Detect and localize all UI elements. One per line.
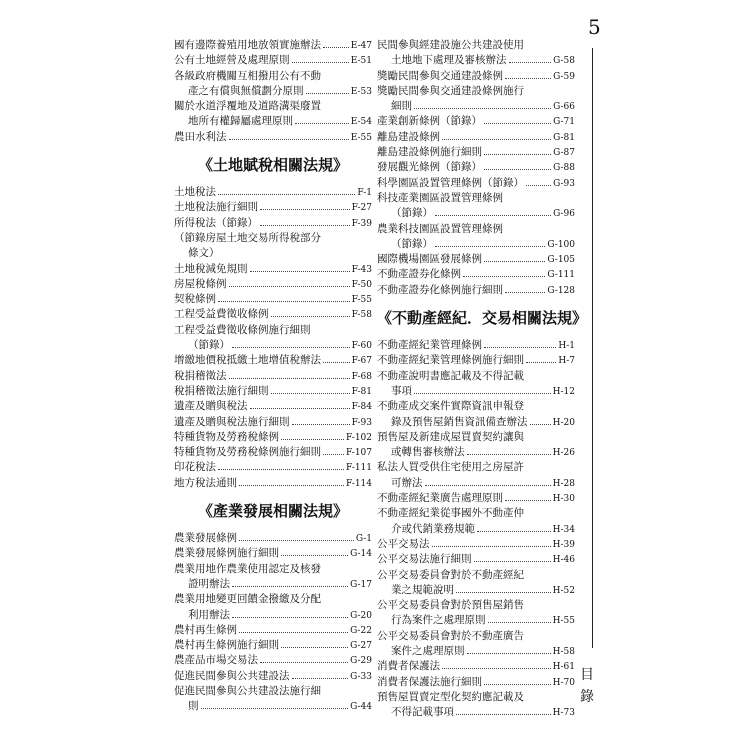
- toc-entry-page: H-12: [552, 386, 575, 397]
- dot-leader: [526, 176, 551, 186]
- toc-entry-page: G-27: [350, 641, 372, 652]
- dot-leader: [281, 546, 348, 556]
- toc-entry-title: 不得記載事項: [391, 706, 454, 719]
- toc-entry: [377, 283, 575, 298]
- toc-entry-title: 科技產業園區設置管理條例: [377, 191, 503, 204]
- toc-entry-page: G-29: [350, 656, 372, 667]
- toc-entry-title: 產之有償與無償劃分原則: [188, 84, 304, 97]
- toc-entry-title: 各級政府機關互相撥用公有不動: [174, 69, 321, 82]
- toc-entry: [174, 546, 372, 561]
- toc-entry-title: 稅捐稽徵法施行細則: [174, 384, 269, 397]
- toc-entry-page: F-102: [345, 432, 372, 443]
- toc-entry-page: H-20: [552, 417, 575, 428]
- dot-leader: [505, 69, 551, 79]
- toc-entry-title: 行為案件之處理原則: [391, 614, 486, 627]
- toc-entry-title: 農業用地變更回饋金撥繳及分配: [174, 593, 321, 606]
- toc-entry-line: [377, 568, 575, 583]
- dot-leader: [295, 114, 349, 124]
- toc-entry-page: F-107: [345, 448, 372, 459]
- toc-entry-page: F-39: [351, 218, 372, 229]
- dot-leader: [281, 430, 344, 440]
- toc-entry: [174, 185, 372, 200]
- dot-leader: [414, 384, 551, 394]
- dot-leader: [442, 659, 551, 669]
- toc-entry-page: G-22: [350, 625, 372, 636]
- toc-entry-title: 案件之處理原則: [391, 644, 465, 657]
- toc-entry-title: 公平交易法: [377, 537, 430, 550]
- toc-entry-page: G-71: [553, 117, 575, 128]
- toc-entry-title: （節錄）: [188, 339, 230, 352]
- toc-entry-title: 地方稅法通則: [174, 476, 237, 489]
- toc-entry-title: 農業用地作農業使用認定及核發: [174, 562, 321, 575]
- toc-entry: [377, 145, 575, 160]
- toc-entry-title: 契稅條例: [174, 293, 216, 306]
- dot-leader: [463, 267, 545, 277]
- toc-entry-page: E-54: [350, 117, 372, 128]
- toc-entry: [377, 476, 575, 491]
- dot-leader: [229, 277, 350, 287]
- toc-entry-title: 土地地下處理及審核辦法: [391, 54, 507, 67]
- toc-entry-line: [377, 369, 575, 384]
- toc-entry-page: F-60: [351, 341, 372, 352]
- toc-entry-line: [174, 684, 372, 699]
- toc-entry-title: 土地稅減免規則: [174, 262, 248, 275]
- dot-leader: [530, 415, 551, 425]
- toc-entry-title: 不動產經紀業管理條例施行細則: [377, 354, 524, 367]
- toc-entry-title: 產業創新條例（節錄）: [377, 115, 482, 128]
- toc-entry-page: H-1: [558, 341, 575, 352]
- toc-entry-title: 工程受益費徵收條例施行細則: [174, 323, 311, 336]
- toc-entry-title: 不動產經紀業從事國外不動產仲: [377, 507, 524, 520]
- dot-leader: [201, 699, 349, 709]
- toc-entry: [377, 237, 575, 252]
- dot-leader: [271, 384, 350, 394]
- toc-entry-line: [377, 399, 575, 414]
- toc-entry-title: 促進民間參與公共建設法: [174, 669, 290, 682]
- section-tab-char: 目: [580, 667, 594, 683]
- toc-entry-page: F-114: [345, 478, 372, 489]
- toc-entry-line: [174, 323, 372, 338]
- toc-entry: [174, 277, 372, 292]
- toc-entry-line: [377, 690, 575, 705]
- toc-entry: [174, 623, 372, 638]
- dot-leader: [477, 522, 551, 532]
- toc-entry-title: 遺產及贈與稅法施行細則: [174, 415, 290, 428]
- toc-entry: [377, 675, 575, 690]
- toc-entry-title: 地所有權歸屬處理原則: [188, 115, 293, 128]
- toc-entry-page: F-67: [351, 356, 372, 367]
- toc-entry-page: G-93: [553, 178, 575, 189]
- toc-entry-page: F-111: [345, 463, 372, 474]
- toc-column-right: [377, 38, 588, 720]
- toc-entry-page: F-81: [351, 386, 372, 397]
- toc-entry-page: G-58: [553, 56, 575, 67]
- toc-entry-page: G-66: [553, 102, 575, 113]
- section-heading: 《產業發展相關法規》: [197, 502, 348, 521]
- toc-entry: [174, 653, 372, 668]
- toc-entry: [174, 460, 372, 475]
- toc-entry: [377, 176, 575, 191]
- dot-leader: [229, 130, 349, 140]
- toc-entry: [174, 669, 372, 684]
- toc-entry-title: 證明辦法: [188, 577, 230, 590]
- toc-entry-line: [377, 506, 575, 521]
- toc-entry-page: H-73: [552, 708, 575, 719]
- toc-entry-title: 公平交易法施行細則: [377, 553, 472, 566]
- toc-entry: [174, 262, 372, 277]
- toc-entry-page: G-96: [553, 209, 575, 220]
- toc-entry-title: 農業科技園區設置管理條例: [377, 222, 503, 235]
- toc-entry-title: 特種貨物及勞務稅條例施行細則: [174, 446, 321, 459]
- toc-entry-title: 農村再生條例: [174, 623, 237, 636]
- toc-entry: [377, 705, 575, 720]
- toc-entry-line: [377, 38, 575, 53]
- toc-entry: [377, 252, 575, 267]
- toc-entry-title: 國際機場園區發展條例: [377, 253, 482, 266]
- toc-entry-title: 農村再生條例施行細則: [174, 639, 279, 652]
- toc-entry-title: 事項: [391, 384, 412, 397]
- toc-entry-page: H-70: [552, 677, 575, 688]
- toc-entry-page: G-17: [350, 579, 372, 590]
- dot-leader: [292, 53, 349, 63]
- dot-leader: [250, 262, 350, 272]
- dot-leader: [456, 705, 551, 715]
- toc-entry: [174, 246, 372, 261]
- toc-entry-title: 遺產及贈與稅法: [174, 400, 248, 413]
- toc-entry: [377, 415, 575, 430]
- toc-entry: [377, 267, 575, 282]
- toc-entry-title: 土地稅法: [174, 186, 216, 199]
- toc-entry-line: [377, 598, 575, 613]
- toc-entry: [377, 353, 575, 368]
- toc-entry-line: [377, 84, 575, 99]
- toc-entry: [174, 338, 372, 353]
- toc-entry: [174, 292, 372, 307]
- toc-entry-title: 可辦法: [391, 476, 423, 489]
- dot-leader: [505, 283, 545, 293]
- toc-entry-title: 條文）: [188, 247, 220, 260]
- toc-entry-title: 農田水利法: [174, 130, 227, 143]
- toc-entry-title: 促進民間參與公共建設法施行細: [174, 684, 321, 697]
- toc-entry: [174, 608, 372, 623]
- toc-entry-title: 印花稅法: [174, 461, 216, 474]
- dot-leader: [239, 531, 354, 541]
- toc-entry-title: 關於水道浮覆地及道路溝渠廢置: [174, 100, 321, 113]
- toc-entry: [377, 160, 575, 175]
- toc-entry-page: G-105: [547, 255, 575, 266]
- section-tab-label: [577, 664, 597, 708]
- toc-entry-line: [377, 460, 575, 475]
- dot-leader: [323, 445, 344, 455]
- toc-entry-line: [377, 191, 575, 206]
- dot-leader: [260, 653, 348, 663]
- toc-entry-page: G-59: [553, 71, 575, 82]
- section-tab-char: 錄: [580, 689, 594, 705]
- toc-entry-title: 科學園區設置管理條例（節錄）: [377, 176, 524, 189]
- dot-leader: [292, 669, 349, 679]
- dot-leader: [526, 353, 556, 363]
- toc-entry: [174, 216, 372, 231]
- dot-leader: [239, 476, 344, 486]
- dot-leader: [467, 644, 551, 654]
- toc-entry: [174, 476, 372, 491]
- toc-entry: [174, 369, 372, 384]
- section-heading: 《不動產經紀．交易相關法規》: [377, 309, 588, 328]
- toc-entry-page: G-81: [553, 132, 575, 143]
- toc-entry-title: 公平交易委員會對於預售屋銷售: [377, 599, 524, 612]
- toc-entry: [377, 522, 575, 537]
- toc-entry-page: E-55: [350, 132, 372, 143]
- toc-entry-page: E-47: [350, 41, 372, 51]
- dot-leader: [239, 623, 348, 633]
- toc-entry-page: F-43: [351, 264, 372, 275]
- toc-entry-title: 不動產經紀業廣告處理原則: [377, 492, 503, 505]
- toc-entry-title: 離島建設條例: [377, 130, 440, 143]
- dot-leader: [484, 338, 556, 348]
- toc-entry-title: 房屋稅條例: [174, 277, 227, 290]
- toc-entry-line: [377, 222, 575, 237]
- toc-entry-title: 特種貨物及勞務稅條例: [174, 430, 279, 443]
- toc-entry: [174, 353, 372, 368]
- toc-entry: [174, 114, 372, 129]
- toc-entry: [377, 583, 575, 598]
- toc-entry-title: 稅捐稽徵法: [174, 369, 227, 382]
- toc-entry-page: H-26: [552, 448, 575, 459]
- toc-entry-page: G-14: [350, 549, 372, 560]
- toc-entry: [174, 699, 372, 714]
- dot-leader: [218, 460, 344, 470]
- toc-entry: [377, 99, 575, 114]
- toc-entry: [174, 430, 372, 445]
- toc-entry-title: （節錄）: [391, 237, 433, 250]
- toc-entry-title: 農產品市場交易法: [174, 654, 258, 667]
- page-number: 5: [588, 15, 601, 39]
- toc-entry-title: 預售屋及新建成屋買賣契約讓與: [377, 430, 524, 443]
- toc-column-left: [174, 38, 372, 715]
- margin-rule: [592, 48, 593, 648]
- dot-leader: [323, 353, 350, 363]
- toc-entry-page: H-28: [552, 478, 575, 489]
- toc-entry: [377, 659, 575, 674]
- toc-entry: [377, 491, 575, 506]
- dot-leader: [260, 200, 350, 210]
- dot-leader: [488, 613, 551, 623]
- toc-entry-page: G-1: [355, 534, 372, 545]
- toc-entry-title: 公有土地經營及處理原則: [174, 54, 290, 67]
- toc-entry: [174, 307, 372, 322]
- dot-leader: [232, 608, 348, 618]
- toc-entry-title: 公平交易委員會對於不動產經紀: [377, 568, 524, 581]
- dot-leader: [229, 369, 350, 379]
- toc-entry-title: 私法人買受供住宅使用之房屋許: [377, 461, 524, 474]
- toc-entry-title: 消費者保護法施行細則: [377, 675, 482, 688]
- toc-entry-line: [174, 69, 372, 84]
- toc-entry-page: F-58: [351, 310, 372, 321]
- toc-entry-title: 土地稅法施行細則: [174, 201, 258, 214]
- toc-entry: [174, 38, 372, 53]
- toc-entry-page: G-33: [350, 671, 372, 682]
- dot-leader: [232, 338, 350, 348]
- toc-entry-page: F-27: [351, 203, 372, 214]
- dot-leader: [456, 583, 551, 593]
- toc-entry-title: 預售屋買賣定型化契約應記載及: [377, 690, 524, 703]
- toc-entry-title: 不動產說明書應記載及不得記載: [377, 369, 524, 382]
- toc-entry-page: H-46: [552, 555, 575, 566]
- toc-entry-page: F-93: [351, 417, 372, 428]
- toc-entry-title: 工程受益費徵收條例: [174, 308, 269, 321]
- toc-entry-page: H-55: [552, 616, 575, 627]
- dot-leader: [271, 307, 350, 317]
- toc-entry-title: 發展觀光條例（節錄）: [377, 161, 482, 174]
- dot-leader: [260, 216, 350, 226]
- toc-entry-title: 或轉售審核辦法: [391, 446, 465, 459]
- toc-entry-page: G-20: [350, 610, 372, 621]
- dot-leader: [435, 206, 551, 216]
- toc-entry-page: F-84: [351, 402, 372, 413]
- toc-entry-title: 獎勵民間參與交通建設條例施行: [377, 84, 524, 97]
- toc-entry-title: （節錄房屋土地交易所得稅部分: [174, 231, 321, 244]
- dot-leader: [250, 399, 350, 409]
- toc-entry-line: [377, 629, 575, 644]
- dot-leader: [474, 552, 551, 562]
- toc-entry-page: H-58: [552, 646, 575, 657]
- toc-entry: [377, 384, 575, 399]
- toc-entry-title: 業之規範說明: [391, 583, 454, 596]
- toc-entry: [174, 53, 372, 68]
- toc-entry-title: 不動產經紀業管理條例: [377, 339, 482, 352]
- dot-leader: [232, 577, 348, 587]
- toc-entry: [377, 537, 575, 552]
- toc-entry: [174, 577, 372, 592]
- toc-entry-page: G-87: [553, 148, 575, 159]
- toc-entry: [377, 130, 575, 145]
- dot-leader: [281, 638, 348, 648]
- dot-leader: [484, 252, 545, 262]
- toc-entry: [174, 445, 372, 460]
- dot-leader: [425, 476, 551, 486]
- dot-leader: [505, 491, 551, 501]
- dot-leader: [484, 160, 551, 170]
- toc-entry-title: 農業發展條例施行細則: [174, 547, 279, 560]
- toc-entry: [377, 114, 575, 129]
- toc-entry-page: G-111: [547, 270, 575, 281]
- dot-leader: [292, 415, 350, 425]
- toc-entry-page: F-1: [357, 188, 372, 199]
- toc-entry-title: 公平交易委員會對於不動產廣告: [377, 629, 524, 642]
- toc-entry-page: G-88: [553, 163, 575, 174]
- dot-leader: [323, 38, 349, 48]
- toc-entry-page: F-50: [351, 279, 372, 290]
- toc-entry: [174, 84, 372, 99]
- section-heading: 《土地賦稅相關法規》: [197, 156, 348, 175]
- toc-entry-title: 離島建設條例施行細則: [377, 146, 482, 159]
- toc-entry-title: （節錄）: [391, 207, 433, 220]
- toc-entry-title: 國有邊際養殖用地放領實施辦法: [174, 39, 321, 51]
- dot-leader: [414, 99, 551, 109]
- toc-entry-page: H-61: [552, 662, 575, 673]
- toc-entry: [174, 130, 372, 145]
- toc-entry: [174, 531, 372, 546]
- toc-entry: [377, 445, 575, 460]
- toc-entry-title: 不動產證券化條例: [377, 268, 461, 281]
- toc-entry-page: H-7: [558, 356, 575, 367]
- dot-leader: [442, 130, 551, 140]
- toc-entry-page: G-100: [547, 239, 575, 250]
- toc-entry-title: 不動產證券化條例施行細則: [377, 283, 503, 296]
- toc-entry-page: E-53: [350, 86, 372, 97]
- toc-entry-line: [174, 592, 372, 607]
- toc-entry-title: 所得稅法（節錄）: [174, 216, 258, 229]
- dot-leader: [484, 675, 551, 685]
- toc-entry-title: 農業發展條例: [174, 532, 237, 545]
- toc-entry-title: 利用辦法: [188, 608, 230, 621]
- toc-entry-line: [174, 562, 372, 577]
- dot-leader: [467, 445, 551, 455]
- dot-leader: [218, 292, 350, 302]
- toc-entry-title: 不動產成交案件實際資訊申報登: [377, 400, 524, 413]
- dot-leader: [435, 237, 545, 247]
- toc-entry-title: 介或代銷業務規範: [391, 522, 475, 535]
- toc-entry-title: 細則: [391, 100, 412, 113]
- dot-leader: [306, 84, 349, 94]
- toc-entry: [174, 415, 372, 430]
- toc-entry-title: 錄及預售屋銷售資訊備查辦法: [391, 415, 528, 428]
- toc-entry-page: H-39: [552, 539, 575, 550]
- toc-entry: [377, 338, 575, 353]
- toc-entry-page: H-30: [552, 494, 575, 505]
- toc-entry-page: H-52: [552, 585, 575, 596]
- toc-entry: [377, 206, 575, 221]
- toc-entry-title: 消費者保護法: [377, 660, 440, 673]
- toc-entry-line: [174, 99, 372, 114]
- toc-entry-page: F-55: [351, 295, 372, 306]
- toc-entry: [174, 399, 372, 414]
- toc-entry-page: H-34: [552, 524, 575, 535]
- toc-entry-page: F-68: [351, 371, 372, 382]
- dot-leader: [484, 145, 551, 155]
- toc-entry-page: E-51: [350, 56, 372, 67]
- toc-entry-title: 民間參與經建設施公共建設使用: [377, 39, 524, 51]
- toc-entry: [174, 638, 372, 653]
- dot-leader: [432, 537, 551, 547]
- toc-entry: [377, 644, 575, 659]
- toc-entry: [377, 613, 575, 628]
- toc-entry-page: G-44: [350, 702, 372, 713]
- toc-entry: [377, 69, 575, 84]
- toc-entry-title: 獎勵民間參與交通建設條例: [377, 69, 503, 82]
- toc-entry: [174, 200, 372, 215]
- dot-leader: [218, 185, 355, 195]
- toc-entry: [174, 384, 372, 399]
- dot-leader: [509, 53, 552, 63]
- toc-entry-page: G-128: [547, 285, 575, 296]
- toc-entry-title: 增繳地價稅抵繳土地增值稅辦法: [174, 354, 321, 367]
- dot-leader: [484, 114, 551, 124]
- toc-entry-line: [377, 430, 575, 445]
- toc-entry: [377, 53, 575, 68]
- toc-entry-line: [174, 231, 372, 246]
- toc-entry: [377, 552, 575, 567]
- toc-entry-title: 則: [188, 700, 199, 713]
